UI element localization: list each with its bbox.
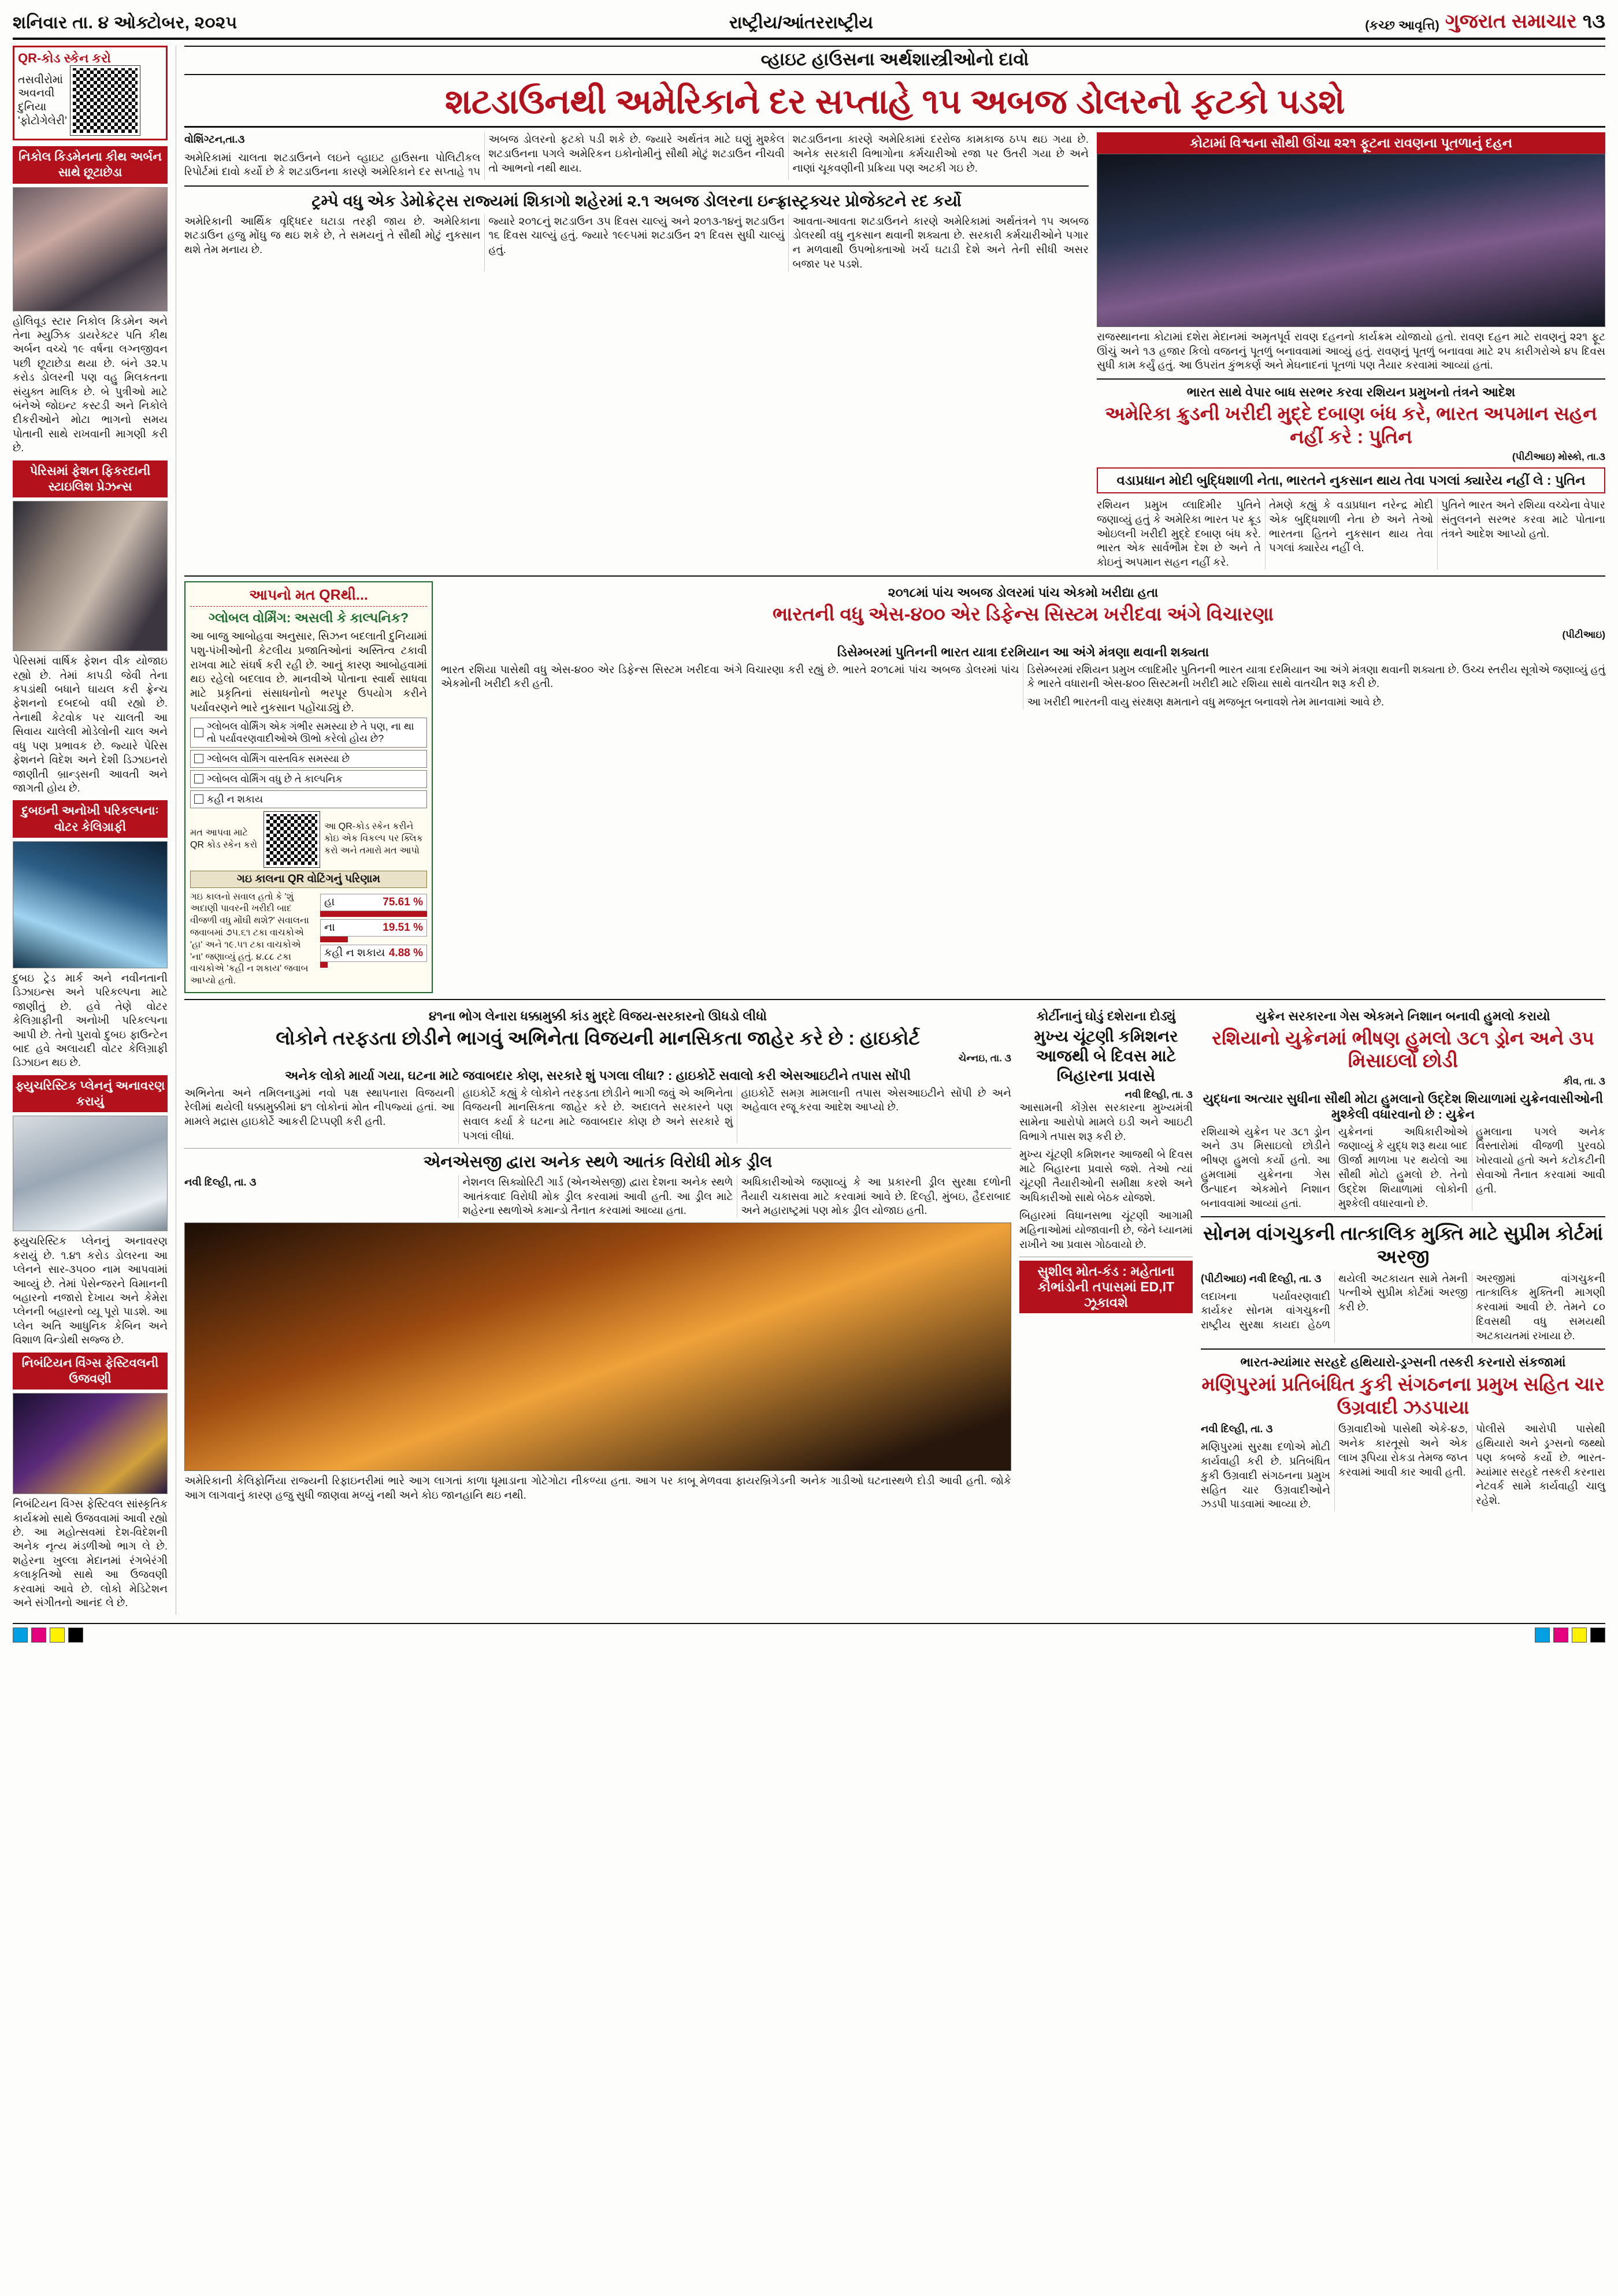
ukraine-package xyxy=(1201,1005,1605,1511)
masthead-right xyxy=(1365,10,1605,33)
vijay-body: અભિનેતા અને તમિલનાડુમાં નવો પક્ષ સ્થાપનારા વિજયની રેલીમાં થયેલી ધક્કામુક્કીમાં ૪૧ લોકોનાં મોત નીપજ્યાં હતાં. આ મામલે મદ્રાસ હાઇકોર્ટે આકરી ટિપ્પણી કરી હતી. હાઇકોર્ટે કહ્યું કે લોકોને તરફડતા છોડીને ભાગી જવું એ અભિનેતા વિજયની માનસિકતા જાહેર કરે છે. અદાલતે સરકારને પણ સવાલ કર્યા કે ઘટના માટે જવાબદાર કોણ છે અને સરકારે શું પગલાં લીધાં. હાઇકોર્ટે સમગ્ર મામલાની તપાસ એસઆઇટીને સોંપી છે અને અહેવાલ રજૂ કરવા આદેશ આપ્યો છે. xyxy=(184,1086,1011,1142)
ed-dateline: નવી દિલ્હી, તા. ૩ xyxy=(1125,1088,1193,1100)
photo-dubai-water-calligraphy xyxy=(13,841,168,968)
color-swatch xyxy=(1572,1628,1587,1643)
putin-kicker: ભારત સાથે વેપાર બાધ સરભર કરવા રશિયન પ્રમુખનો તંત્રને આદેશ xyxy=(1186,384,1516,399)
vijay-article xyxy=(184,1005,1011,1511)
vijay-dateline: ચેન્નઇ, તા. ૩ xyxy=(958,1053,1011,1064)
s400-dateline: (પીટીઆઇ) xyxy=(1562,629,1605,641)
s400-subhead: ડિસેમ્બરમાં પુતિનની ભારત યાત્રા દરમિયાન આ અંગે મંત્રણા થવાની શક્યતા xyxy=(837,645,1209,660)
issue-date: શનિવાર તા. ૪ ઓક્ટોબર, ૨૦૨૫ xyxy=(13,13,237,32)
poll-option-3[interactable]: કહી ન શકાય xyxy=(190,790,427,808)
poll-result-row: હા 75.61 % xyxy=(320,894,427,911)
ukraine-body: રશિયાએ યુક્રેન પર ૩૮૧ ડ્રોન અને ૩૫ મિસાઇલો છોડીને ભીષણ હુમલો કર્યો હતો. આ હુમલામાં યુક્રેનના ગેસ ઉત્પાદન એકમોને નિશાન બનાવવામાં આવ્યાં હતાં. યુક્રેનનાં અધિકારીઓએ જણાવ્યું કે યુદ્ધ શરૂ થયા બાદ ઊર્જા માળખા પર થયેલો આ સૌથી મોટો હુમલો છે. તેનો ઉદ્દેશ શિયાળામાં લોકોની મુશ્કેલી વધારવાનો છે. હુમલાના પગલે અનેક વિસ્તારોમાં વીજળી પુરવઠો ખોરવાયો હતો અને કટોકટીની સેવાઓ તૈનાત કરવામાં આવી હતી. xyxy=(1201,1125,1605,1209)
ed-headline: મુખ્ય ચૂંટણી કમિશનર આજથી બે દિવસ માટે બિહારના પ્રવાસે xyxy=(1034,1027,1178,1084)
sonam-body: (પીટીઆઇ) નવી દિલ્હી, તા. ૩ લદાખના પર્યાવરણવાદી કાર્યકર સોનમ વાંગચુકની રાષ્ટ્રીય સુરક્ષા કાયદા હેઠળ થયેલી અટકાયત સામે તેમની પત્નીએ સુપ્રીમ કોર્ટમાં અરજી કરી છે. અરજીમાં વાંગચુકની તાત્કાલિક મુક્તિની માગણી કરવામાં આવી છે. તેમને ૮૦ દિવસથી વધુ સમયથી અટકાયતમાં રખાયા છે. xyxy=(1201,1272,1605,1342)
opinion-poll-box[interactable] xyxy=(184,581,433,993)
photo-futuristic-plane xyxy=(13,1116,168,1231)
color-swatch xyxy=(1553,1628,1568,1643)
lead-article xyxy=(184,132,1089,570)
fire-caption: અમેરિકાની કેલિફોર્નિયા રાજ્યની રિફાઇનરીમાં ભારે આગ લાગતાં કાળા ધૂમાડાના ગોટેગોટા નીકળ્યા હતા. આગ પર કાબૂ મેળવવા ફાયરબ્રિગેડની અનેક ગાડીઓ ઘટનાસ્થળે દોડી આવી હતી. જોકે આગ લાગવાનું કારણ હજુ સુધી જાણવા મળ્યું નથી અને કોઇ જાનહાનિ થઇ નથી. xyxy=(184,1474,1011,1501)
photo-nicole-kidman xyxy=(13,187,168,311)
photo-paris-fashion xyxy=(13,501,168,651)
left-rail xyxy=(13,46,168,1615)
qr-gallery-box[interactable] xyxy=(13,46,168,140)
vijay-headline: લોકોને તરફડતા છોડીને ભાગવું અભિનેતા વિજયની માનસિકતા જાહેર કરે છે : હાઇકોર્ટ xyxy=(276,1027,920,1049)
ed-subhead2: સુશીલ મોત-કંડ : મહેતાના કૌભાંડોની તપાસમાં ED,IT ઝૂકાવશે xyxy=(1019,1261,1193,1313)
photo-ravan-effigy xyxy=(1097,154,1605,327)
poll-bar-2 xyxy=(320,962,328,968)
trump-body: અમેરિકાની આર્થિક વૃદ્ધિદર ઘટાડા તરફી જાય છે. અમેરિકાના શટડાઉન હજુ મોંઘુ જ થઇ શકે છે, તે સમયનું તે સૌથી મોટું નુકસાન થશે તેમ મનાય છે. જ્યારે ૨૦૧૮નું શટડાઉન ૩૫ દિવસ ચાલ્યું અને ૨૦૧૩-૧૪નું શટડાઉન ૧૬ દિવસ ચાલ્યું હતું. જ્યારે ૧૯૯૫માં શટડાઉન ૨૧ દિવસ સુધી ચાલ્યું હતું. આવતા-આવતા શટડાઉનને કારણે અમેરિકામાં અર્થતંત્રને ૧૫ અબજ ડોલરથી વધુ નુકસાન થવાની શક્યતા છે. સરકારી કર્મચારીઓને પગાર ન મળવાથી ઉપભોક્તાઓ ખર્ચ ઘટાડી દેશે અને તેની સીધી અસર બજાર પર પડશે. xyxy=(184,214,1089,270)
s400-body: ભારત રશિયા પાસેથી વધુ એસ-૪૦૦ એર ડિફેન્સ સિસ્ટમ ખરીદવા અંગે વિચારણા કરી રહ્યું છે. ભારતે ૨૦૧૮માં પાંચ અબજ ડોલરમાં પાંચ એકમોની ખરીદી કરી હતી. ડિસેમ્બરમાં રશિયન પ્રમુખ વ્લાદિમીર પુતિનની ભારત યાત્રા દરમિયાન આ અંગે મંત્રણા થવાની શક્યતા છે. ઉચ્ચ સ્તરીય સૂત્રોએ જણાવ્યું હતું કે ભારતે વધારાની એસ-૪૦૦ સિસ્ટમની ખરીદી માટે રશિયા સાથે વાતચીત શરૂ કરી છે. આ ખરીદી ભારતની વાયુ સંરક્ષણ ક્ષમતાને વધુ મજબૂત બનાવશે તેમ માનવામાં આવે છે. xyxy=(441,663,1605,708)
ukraine-dateline: કીવ, તા. ૩ xyxy=(1563,1075,1605,1087)
mockdrill-headline: એનએસજી દ્વારા અનેક સ્થળે આતંક વિરોધી મોક ડ્રીલ xyxy=(423,1152,773,1171)
qr-code-poll[interactable] xyxy=(264,812,320,867)
checkbox-icon[interactable] xyxy=(194,728,203,737)
color-swatch xyxy=(1535,1628,1550,1643)
ed-body: આસામની કોંગ્રેસ સરકારના મુખ્યમંત્રી સામેના આરોપો મામલે ઇડી અને આઇટી વિભાગે તપાસ શરૂ કરી છે. મુખ્ય ચૂંટણી કમિશનર આજથી બે દિવસ માટે બિહારના પ્રવાસે જશે. તેઓ ત્યાં ચૂંટણી તૈયારીઓની સમીક્ષા કરશે અને અધિકારીઓ સાથે બેઠક યોજશે. બિહારમાં વિધાનસભા ચૂંટણી આગામી મહિનાઓમાં યોજાવાની છે, જેને ધ્યાનમાં રાખીને આ પ્રવાસ ગોઠવાયો છે. xyxy=(1019,1101,1193,1251)
poll-bar-1 xyxy=(320,937,348,942)
s400-headline: ભારતની વધુ એસ-૪૦૦ એર ડિફેન્સ સિસ્ટમ ખરીદવા અંગે વિચારણા xyxy=(772,603,1274,625)
paper-brand: ગુજરાત સમાચાર xyxy=(1445,10,1577,32)
poll-results-header: ગઇ કાલના QR વોટિંગનું પરિણામ xyxy=(190,871,427,888)
lead-headline: શટડાઉનથી અમેરિકાને દર સપ્તાહે ૧૫ અબજ ડોલરનો ફટકો પડશે xyxy=(184,79,1605,128)
ed-kicker: કોર્ટીનાનું ઘોડું દશેરાના દોડ્યું xyxy=(1036,1009,1176,1024)
color-swatch xyxy=(31,1628,46,1643)
left-headline-5: નિબંટિયન વિંગ્સ ફેસ્ટિવલની ઉજવણી xyxy=(13,1353,168,1390)
putin-body: રશિયન પ્રમુખ વ્લાદિમીર પુતિને જણાવ્યું હતું કે અમેરિકા ભારત પર ક્રૂડ ઓઇલની ખરીદી મુદ્દે દબાણ બંધ કરે. ભારત એક સાર્વભૌમ દેશ છે અને તે કોઇનું અપમાન સહન નહીં કરે. તેમણે કહ્યું કે વડાપ્રધાન નરેન્દ્ર મોદી એક બુદ્ધિશાળી નેતા છે અને તેઓ ભારતના હિતને નુકસાન થાય તેવા પગલાં ક્યારેય નહીં લે. પુતિને ભારત અને રશિયા વચ્ચેના વેપાર સંતુલનને સરભર કરવા માટે પોતાના તંત્રને આદેશ આપ્યો હતો. xyxy=(1097,499,1605,569)
photo-wings-festival xyxy=(13,1393,168,1494)
left-caption-5: નિબંટિયન વિંગ્સ ફેસ્ટિવલ સાંસ્કૃતિક કાર્યક્રમો સાથે ઉજવવામાં આવી રહ્યો છે. આ મહોત્સવમાં દેશ-વિદેશની અનેક નૃત્ય મંડળીઓ ભાગ લે છે. શહેરના ખુલ્લા મેદાનમાં રંગબેરંગી કલાકૃતિઓ સાથે આ ઉજવણી કરવામાં આવે છે. લોકો મેડિટેશન અને સંગીતનો આનંદ લે છે. xyxy=(13,1498,168,1609)
checkbox-icon[interactable] xyxy=(194,774,203,783)
left-caption-1: હોલિવૂડ સ્ટાર નિકોલ કિડમેન અને તેના મ્યુઝિક ડાયરેક્ટર પતિ કીથ અર્બન વચ્ચે ૧૯ વર્ષના લગ્નજીવન પછી છૂટાછેડા થયા છે. બંને ૩૨.૫ કરોડ ડોલરની પણ વહુ મિલકતના સંયુક્ત માલિક છે. બે પુત્રીઓ માટે બંનેએ જોઇન્ટ કસ્ટડી અને નિકોલે દીકરીઓને મોટા ભાગનો સમય પોતાની સાથે રાખવાની માગણી કરી છે. xyxy=(13,314,168,454)
left-caption-2: પેરિસમાં વાર્ષિક ફેશન વીક યોજાઇ રહ્યો છે. તેમાં કાપડી જેવી તેના કપડાંથી બધાને ઘાયલ કરી ફ્રેન્ચ ફેશનનો દબદબો વધી રહ્યો છે. તેનાથી કેટવોક પર ચાલતી આ સિવાય ચાલેલી મોડેલોની ચાલ અને વધુ પણ પ્રભાવક છે. જ્યારે પેરિસ ફેશનને વિદેશ અને દેશી ડિઝાઇનરો જાણીતી બ્રાન્ડ્સની આવતી અને જાગતી હોય છે. xyxy=(13,655,168,794)
poll-option-2[interactable]: ગ્લોબલ વોર્મિંગ વધુ છે તે કાલ્પનિક xyxy=(190,770,427,788)
poll-results-note: ગઇ કાલનો સવાલ હતો કે 'શું અદાણી પાવરની ખરીદી બાદ વીજળી વધુ મોંઘી થશે?' સવાલના જવાબમાં ૭૫.૬૧ ટકા વાચકોએ 'હા' અને ૧૯.૫૧ ટકા વાચકોએ 'ના' જણાવ્યું હતું. ૪.૮૮ ટકા વાચકોએ 'કહી ન શકાય' જવાબ આપ્યો હતો. xyxy=(190,891,309,986)
left-caption-3: દુબઇ ટ્રેડ માર્ક અને નવીનતાની ડિઝાઇન્સ અને પરિકલ્પના માટે જાણીતું છે. હવે તેણે વોટર કેલિગ્રાફીની અનોખી પરિકલ્પના આપી છે. તેનો પુરાવો દુબઇ ફાઉન્ટેન બાદ હવે અલાયદી વોટર કેલિગ્રાફી ડિઝાઇન થઇ છે. xyxy=(13,971,168,1069)
s400-article xyxy=(441,581,1605,993)
poll-option-1[interactable]: ગ્લોબલ વોર્મિંગ વાસ્તવિક સમસ્યા છે xyxy=(190,750,427,768)
photo-refinery-fire xyxy=(184,1223,1011,1471)
dussehra-caption: રાજસ્થાનના કોટામાં દશેરા મેદાનમાં અમૃતપૂર્વ રાવણ દહનનો કાર્યક્રમ યોજાયો હતો. રાવણ દહન માટે રાવણનું ૨૨૧ ફૂટ ઊંચું અને ૧૩ હજાર કિલો વજનનું પૂતળું બનાવવામાં આવ્યું હતું. રાવણનું પૂતળું બનાવવા માટે ૨૫ કારીગરોએ ૪૫ દિવસ સુધી કામ કર્યું હતું. આ ઉપરાંત કુંભકર્ણ અને મેઘનાદનાં પૂતળાં પણ તૈયાર કરવામાં આવ્યાં હતાં. xyxy=(1097,330,1605,371)
poll-intro: આ બાજુ આબોહવા અનુસાર, સિઝન બદલાતી દુનિયામાં પશુ-પંખીઓની કેટલીય પ્રજાતિઓનાં અસ્તિત્વ ટકાવી રાખવા માટે સંઘર્ષ કરી રહી છે. આનું કારણ આબોહવામાં થઇ રહેલો બદલાવ છે. માનવીએ પોતાના સ્વાર્થ સાધવા માટે પ્રકૃતિનાં સંસાધનોનો ભરપૂર ઉપયોગ કરીને પર્યાવરણને ભારે નુકસાન પહોંચાડ્યું છે. xyxy=(190,629,427,714)
vijay-kicker: ૪૧ના ભોગ લેનારા ધક્કામુક્કી કાંડ મુદ્દે વિજય-સરકારનો ઊધડો લીધો xyxy=(428,1009,767,1024)
checkbox-icon[interactable] xyxy=(194,754,203,763)
mockdrill-body: નવી દિલ્હી, તા. ૩ નેશનલ સિક્યોરિટી ગાર્ડ (એનએસજી) દ્વારા દેશના અનેક સ્થળે આતંકવાદ વિરોધી મોક ડ્રીલ કરવામાં આવી હતી. આ ડ્રીલ માટે શહેરના સ્થળોએ કમાન્ડો તૈનાત કરવામાં આવ્યા હતા. અધિકારીઓએ જણાવ્યું કે આ પ્રકારની ડ્રીલ સુરક્ષા દળોની તૈયારી ચકાસવા માટે કરવામાં આવે છે. દિલ્હી, મુંબઇ, હૈદરાબાદ અને મહારાષ્ટ્રમાં પણ મોક ડ્રીલ યોજાઇ હતી. xyxy=(184,1175,1011,1217)
color-swatch xyxy=(50,1628,65,1643)
manipur-kicker: ભારત-મ્યાંમાર સરહદે હથિયારો-ડ્રગ્સની તસ્કરી કરનારો સંકજામાં xyxy=(1240,1355,1566,1370)
lead-body: વોશિંગ્ટન,તા.૩ અમેરિકામાં ચાલતા શટડાઉનને લઇને વ્હાઇટ હાઉસના પોલિટીકલ રિપોર્ટમાં દાવો કર્યો છે કે શટડાઉનના કારણે અમેરિકાને દર સપ્તાહે ૧૫ અબજ ડોલરનો ફટકો પડી શકે છે. જ્યારે અર્થતંત્ર માટે ઘણું મુશ્કેલ શટડાઉનના પગલે અમેરિકન ઇકોનોમીનું સૌથી મોટું શટડાઉન નીચવી તો આભનો નથી થાય. શટડાઉનના કારણે અમેરિકામાં દરરોજ કામકાજ ઠપ્પ થઇ ગયા છે. અનેક સરકારી વિભાગોના કર્મચારીઓ રજા પર ઉતરી ગયા છે અને નાણાં ચૂકવણીની પ્રક્રિયા પણ અટકી ગઇ છે. xyxy=(184,133,1089,178)
section-title: રાષ્ટ્રીય/આંતરરાષ્ટ્રીય xyxy=(729,13,873,32)
putin-headline: અમેરિકા ક્રુડની ખરીદી મુદ્દે દબાણ બંધ કરે, ભારત અપમાન સહન નહીં કરે : પુતિન xyxy=(1105,403,1597,447)
qr-code-gallery[interactable] xyxy=(70,66,140,135)
putin-quote: વડાપ્રધાન મોદી બુદ્ધિશાળી નેતા, ભારતને નુકસાન થાય તેવા પગલાં ક્યારેય નહીં લે : પુતિન xyxy=(1097,467,1605,493)
ukraine-subhead: યુદ્ધના અત્યાર સુધીના સૌથી મોટા હુમલાનો ઉદ્દેશ શિયાળામાં યુક્રેનવાસીઓની મુશ્કેલી વધારવાનો છે : યુક્રેન xyxy=(1203,1091,1604,1122)
qr-box-lines: તસવીરોમાં અવનવી દુનિયા 'ફોટોગેલેરી' xyxy=(18,73,67,127)
poll-title: આપનો મત QRથી... xyxy=(190,587,427,607)
dussehra-package xyxy=(1097,132,1605,570)
poll-qr-note-right: આ QR-કોડ સ્કેન કરીને કોઇ એક વિકલ્પ પર ક્લિક કરો અને તમારો મત આપો xyxy=(324,822,423,856)
left-headline-1: નિકોલ કિડમેનના કીથ અર્બન સાથે છૂટાછેડા xyxy=(13,146,168,184)
left-headline-3: દુબઇની અનોખી પરિકલ્પનાઃ વોટર કેલિગ્રાફી xyxy=(13,800,168,838)
left-headline-2: પેરિસમાં ફેશન ફિકરદાની સ્ટાઇલિશ પ્રેઝન્સ xyxy=(13,460,168,498)
poll-qr-note-left: મત આપવા માટે QR કોડ સ્કેન કરો xyxy=(190,827,258,850)
page-number: ૧૩ xyxy=(1582,10,1605,32)
lead-kicker-banner: વ્હાઇટ હાઉસના અર્થશાસ્ત્રીઓનો દાવો xyxy=(184,46,1605,75)
checkbox-icon[interactable] xyxy=(194,794,203,804)
poll-question: ગ્લોબલ વોર્મિંગ: અસલી કે કાલ્પનિક? xyxy=(208,610,409,625)
ukraine-headline: રશિયાનો યુક્રેનમાં ભીષણ હુમલો ૩૮૧ ડ્રોન અને ૩૫ મિસાઇલો છોડી xyxy=(1212,1027,1594,1072)
main-content xyxy=(184,46,1605,1615)
color-registration-bar xyxy=(13,1623,1605,1643)
color-swatch xyxy=(13,1628,28,1643)
qr-box-title: QR-કોડ સ્કેન કરો xyxy=(18,51,111,65)
ukraine-kicker: યુક્રેન સરકારના ગેસ એકમને નિશાન બનાવી હુમલો કરાયો xyxy=(1256,1009,1550,1024)
ed-article xyxy=(1019,1005,1193,1511)
color-swatch xyxy=(1590,1628,1605,1643)
poll-result-row: ના 19.51 % xyxy=(320,919,427,937)
s400-kicker: ૨૦૧૮માં પાંચ અબજ ડોલરમાં પાંચ એકમો ખરીદ્યા હતા xyxy=(888,585,1159,600)
trump-headline: ટ્રમ્પે વધુ એક ડેમોક્રેટ્સ રાજ્યમાં શિકાગો શહેરમાં ૨.૧ અબજ ડોલરના ઇન્ફ્રાસ્ટ્રક્ચર પ્રોજેક્ટને રદ કર્યો xyxy=(311,191,962,210)
putin-dateline: (પીટીઆઇ) મોસ્કો, તા.૩ xyxy=(1512,451,1605,463)
manipur-body: નવી દિલ્હી, તા. ૩ મણિપુરમાં સુરક્ષા દળોએ મોટી કાર્યવાહી કરી છે. પ્રતિબંધિત કુકી ઉગ્રવાદી સંગઠનના પ્રમુખ સહિત ચાર ઉગ્રવાદીઓને ઝડપી પાડવામાં આવ્યા છે. ઉગ્રવાદીઓ પાસેથી એકે-૪૭, અનેક કારતૂસો અને એક લાખ રૂપિયા રોકડા તેમજ જપ્ત કરવામાં આવી કાર આવી હતી. પોલીસે આરોપી પાસેથી હથિયારો અને ડ્રગ્સનો જથ્થો પણ કબજે કર્યો છે. ભારત-મ્યાંમાર સરહદે તસ્કરી કરનારા નેટવર્ક સામે કાર્યવાહી ચાલુ રહેશે. xyxy=(1201,1422,1605,1510)
dussehra-headline: કોટામાં વિશ્વના સૌથી ઊંચા ૨૨૧ ફૂટના રાવણના પૂતળાનું દહન xyxy=(1097,132,1605,154)
left-headline-4: ફ્યુચરિસ્ટિક પ્લેનનું અનાવરણ કરાયું xyxy=(13,1075,168,1113)
poll-result-row: કહી ન શકાય 4.88 % xyxy=(320,945,427,962)
color-swatch xyxy=(68,1628,83,1643)
masthead xyxy=(13,10,1605,40)
edition-label: (કચ્છ આવૃત્તિ) xyxy=(1365,18,1439,32)
poll-bar-0 xyxy=(320,911,427,917)
vijay-subhead: અનેક લોકો માર્યા ગયા, ઘટના માટે જવાબદાર કોણ, સરકારે શું પગલા લીધા? : હાઇકોર્ટે સવાલો કરી એસઆઇટીને તપાસ સોંપી xyxy=(285,1068,911,1083)
manipur-headline: મણિપુરમાં પ્રતિબંધિત કુકી સંગઠનના પ્રમુખ સહિત ચાર ઉગ્રવાદી ઝડપાયા xyxy=(1201,1373,1605,1418)
sonam-headline: સોનમ વાંગચુકની તાત્કાલિક મુક્તિ માટે સુપ્રીમ કોર્ટમાં અરજી xyxy=(1203,1223,1604,1267)
left-caption-4: ફ્યુચરિસ્ટિક પ્લેનનું અનાવરણ કરાયું છે. ૧.૪૧ કરોડ ડોલરના આ પ્લેનને સાર-૩૫૦૦ નામ આપવામાં આવ્યું છે. તેમાં પેસેન્જરને વિમાનની બહારનો નજારો દેખાય અને કેમેરા પ્લેનની બહારનો વ્યૂ પૂરો પાડશે. આ પ્લેન અતિ આધુનિક કેબિન અને વિશાળ વિન્ડોથી સજ્જ છે. xyxy=(13,1235,168,1346)
poll-option-0[interactable]: ગ્લોબલ વોર્મિંગ એક ગંભીર સમસ્યા છે તે પણ, ના થા તો પર્યાવરણવાદીઓએ ઊભો કરેલો હોય છે? xyxy=(190,718,427,748)
